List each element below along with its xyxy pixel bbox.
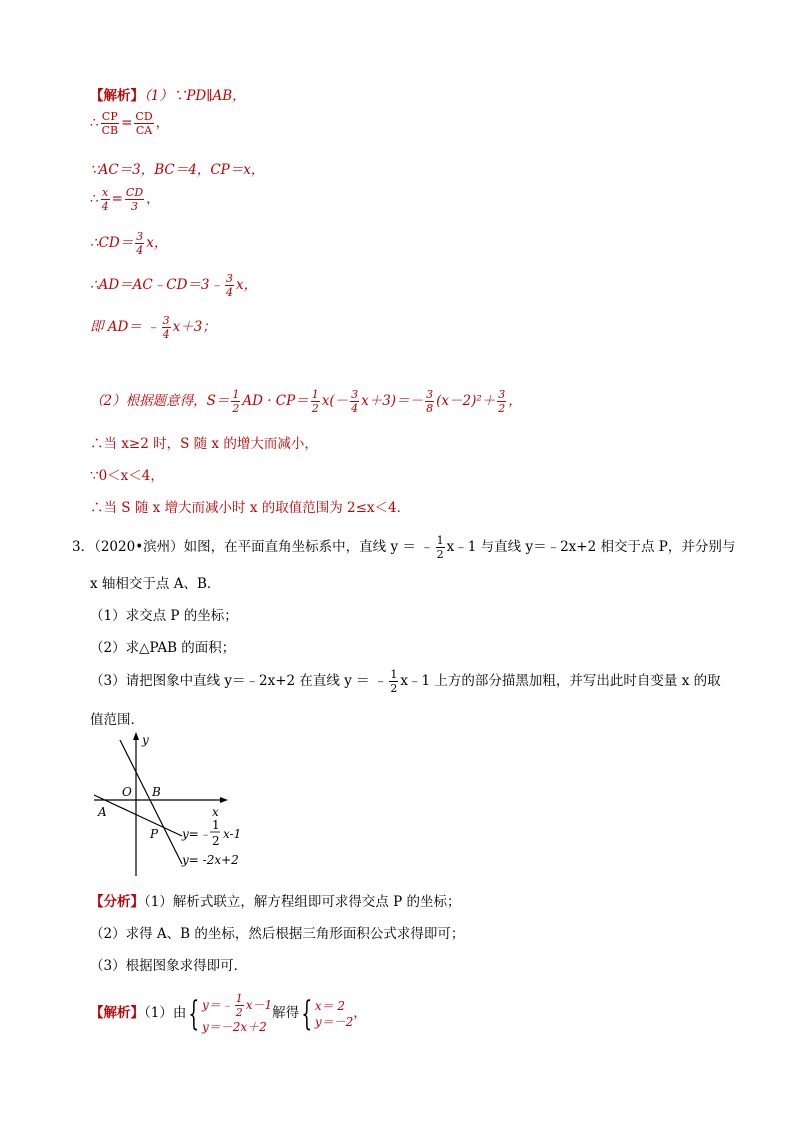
point-b-label: B (152, 785, 161, 799)
problem-3-line-2: x 轴相交于点 A、B． (90, 576, 221, 592)
analysis-line-1: 【分析】（1）解析式联立，解方程组即可求得交点 P 的坐标； (90, 894, 461, 910)
line-1-label-a: y=﹣ (182, 827, 211, 841)
fraction: $\frac{3}{4}$ (162, 314, 170, 341)
left-brace: { (301, 993, 313, 1034)
fraction: $\frac{3}{2}$ (498, 388, 506, 415)
solution-line-2: ∴ $\frac{CP}{CB}$ = $\frac{CD}{CA}$ ， (90, 110, 170, 137)
y-axis-label: y (142, 733, 149, 747)
x-axis-label: x (212, 805, 219, 819)
fraction: $\frac{3}{4}$ (351, 388, 359, 415)
question-1: （1）求交点 P 的坐标； (90, 608, 238, 624)
line-y-neg2x-plus-2 (120, 740, 182, 864)
line-1-label-num: 1 (212, 818, 220, 832)
x-axis-arrow (220, 797, 228, 803)
solution-line-10: ∵0＜x＜4， (90, 468, 164, 484)
left-brace: { (188, 993, 200, 1034)
question-3-line-1: （3）请把图象中直线 y＝﹣2x+2 在直线 y ＝ ﹣ $\frac{1}{2}$ x﹣1 上方的部分描黑加粗，并写出此时自变量 x 的取 (90, 668, 721, 695)
fraction: $\frac{3}{8}$ (426, 388, 434, 415)
fraction: $\frac{3}{4}$ (136, 230, 144, 257)
line-1-label-den: 2 (212, 834, 220, 848)
fraction: $\frac{1}{2}$ (436, 534, 444, 561)
solution-2-line-1: 【解析】（1）由{ y＝﹣ $\frac{1}{2}$ x－1 y＝－2x＋2 解得{ x＝ 2 y＝－2 ， (90, 992, 367, 1034)
fraction: $\frac{1}{2}$ (311, 388, 319, 415)
coordinate-figure (86, 728, 256, 878)
solution-2-tag: 【解析】 (90, 1005, 144, 1021)
solution-system: x＝ 2 y＝－2 (314, 998, 354, 1029)
analysis-line-2: （2）求得 A、B 的坐标，然后根据三角形面积公式求得即可； (90, 926, 465, 942)
solution-line-9: ∴当 x≥2 时，S 随 x 的增大而减小， (90, 436, 318, 452)
origin-label: O (122, 785, 132, 799)
solution-tag: 【解析】 (90, 88, 144, 104)
point-a-label: A (98, 805, 107, 819)
problem-3-line-1: 3．（2020•滨州）如图，在平面直角坐标系中，直线 y ＝ ﹣ $\frac{1}{2}$ x﹣1 与直线 y＝﹣2x+2 相交于点 P，并分别与 (72, 534, 736, 561)
fraction: $\frac{1}{2}$ (232, 388, 240, 415)
fraction: $\frac{3}{4}$ (225, 272, 233, 299)
solution-line-1: 【解析】（1）∵PD∥AB， (90, 88, 246, 104)
y-axis-arrow (133, 732, 139, 740)
solution-line-5: ∴CD＝ $\frac{3}{4}$ x， (90, 230, 168, 257)
solution-line-11: ∴当 S 随 x 增大而减小时 x 的取值范围为 2≤x＜4． (90, 500, 411, 516)
analysis-line-3: （3）根据图象求得即可． (90, 958, 248, 974)
analysis-tag: 【分析】 (90, 894, 144, 910)
solution-line-7: 即 AD＝ ﹣ $\frac{3}{4}$ x＋3； (90, 314, 216, 341)
line-1-label-b: x-1 (223, 827, 242, 841)
question-3-line-2: 值范围． (90, 712, 144, 728)
fraction: $\frac{1}{2}$ (235, 992, 243, 1019)
fraction: $\frac{1}{2}$ (390, 668, 398, 695)
fraction: $\frac{CD}{3}$ (125, 186, 144, 213)
line-y-neg-half-x-minus-1 (94, 795, 182, 836)
solution-line-6: ∴AD＝AC﹣CD＝3﹣ $\frac{3}{4}$ x， (90, 272, 258, 299)
equation-system: y＝﹣ $\frac{1}{2}$ x－1 y＝－2x＋2 (201, 992, 273, 1034)
solution-line-8: （2）根据题意得，S＝ $\frac{1}{2}$ AD · CP＝ $\frac{1}{2}$ x(－ $\frac{3}{4}$ x＋3)＝－ $\frac{3}{8}$ (x－2)²＋ $\frac{3}{2}$ ， (90, 388, 522, 415)
fraction: $\frac{CP}{CB}$ (101, 110, 119, 137)
fraction: $\frac{CD}{CA}$ (135, 110, 153, 137)
solution-line-3: ∵AC＝3，BC＝4，CP＝x， (90, 162, 265, 178)
fraction: $\frac{x}{4}$ (101, 186, 109, 213)
line-2-label: y= -2x+2 (182, 853, 239, 867)
point-p-label: P (150, 827, 159, 841)
solution-line-4: ∴ $\frac{x}{4}$ = $\frac{CD}{3}$ ， (90, 186, 160, 213)
question-2: （2）求△PAB 的面积； (90, 640, 236, 656)
